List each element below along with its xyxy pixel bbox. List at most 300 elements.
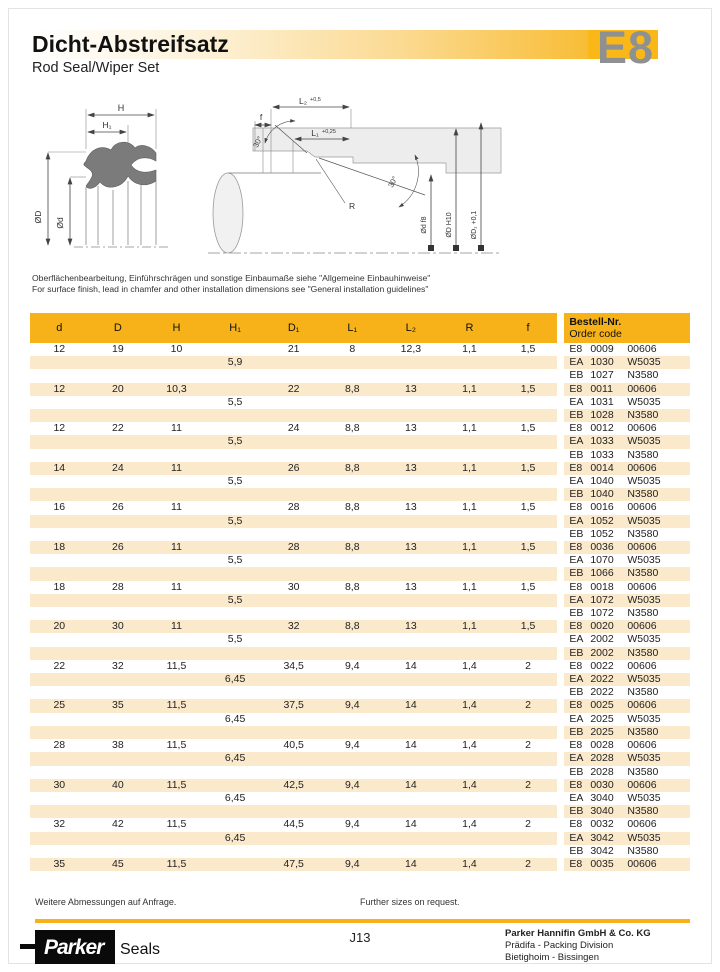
dim-cell — [440, 449, 499, 462]
order-code-cell — [564, 607, 690, 620]
dim-cell — [147, 792, 206, 805]
dim-cell: 8,8 — [344, 501, 360, 514]
dim-cell — [499, 752, 558, 765]
table-row — [30, 581, 690, 594]
dim-cell: 40 — [89, 779, 148, 792]
order-code-cell — [564, 832, 690, 845]
order-code-part: 1072 — [590, 593, 614, 606]
order-code-part: 1030 — [590, 356, 614, 369]
dim-cell — [323, 673, 382, 686]
dim-cell — [440, 369, 499, 382]
dim-cell — [30, 713, 89, 726]
dim-cell — [147, 805, 206, 818]
dim-cell: 6,45 — [206, 832, 265, 845]
company-division: Prädifa - Packing Division — [505, 940, 614, 951]
dim-cell — [440, 752, 499, 765]
column-gap — [557, 383, 564, 396]
dim-cell — [264, 805, 323, 818]
table-row — [30, 607, 690, 620]
dim-cell — [264, 554, 323, 567]
dim-cell: 9,4 — [344, 659, 360, 672]
order-code-part: E8 — [569, 541, 583, 554]
dim-cell — [30, 726, 89, 739]
dim-cell: 38 — [112, 739, 124, 752]
dim-cell — [440, 515, 499, 528]
dim-cell — [89, 713, 148, 726]
order-code-cell — [564, 541, 690, 554]
dim-cell — [264, 528, 323, 541]
dim-cell — [382, 832, 441, 845]
dim-cell: 18 — [53, 580, 66, 593]
dim-cell: 1,1 — [462, 422, 477, 435]
dim-cell: 42,5 — [264, 779, 323, 792]
table-row — [30, 660, 690, 673]
dim-cell: 1,5 — [520, 343, 536, 355]
dim-cell — [89, 449, 148, 462]
dim-cell: 9,4 — [323, 779, 382, 792]
dim-cell: 13 — [382, 383, 441, 396]
dim-cell: 28 — [287, 501, 300, 514]
order-code-part: EB — [569, 686, 584, 699]
order-code-part: 1033 — [590, 435, 614, 448]
dim-cell — [382, 435, 441, 448]
dim-cell — [30, 832, 89, 845]
order-code-part: 1040 — [590, 488, 614, 501]
order-code-cell — [564, 766, 690, 779]
dim-cell — [499, 435, 558, 448]
dim-cell — [206, 726, 265, 739]
column-gap — [557, 792, 564, 805]
order-code-part: W5035 — [627, 435, 661, 448]
dim-cell — [30, 567, 89, 580]
dim-cell — [206, 845, 265, 858]
order-code-part: EA — [569, 791, 584, 804]
dim-cell — [382, 409, 441, 422]
dim-cell: 10 — [170, 343, 183, 355]
footer-gold-rule — [35, 919, 690, 923]
dim-cell — [499, 686, 558, 699]
dim-cell — [30, 475, 89, 488]
dim-cell — [382, 726, 441, 739]
order-code-cell — [564, 409, 690, 422]
dim-cell — [30, 488, 89, 501]
table-header-row — [30, 313, 690, 343]
column-gap — [557, 673, 564, 686]
order-code-part: W5035 — [627, 673, 661, 686]
column-gap — [557, 567, 564, 580]
order-code-part: E8 — [569, 739, 583, 752]
dim-cell: 21 — [287, 343, 300, 355]
order-code-part: W5035 — [627, 475, 661, 488]
order-code-part: EB — [569, 725, 584, 738]
dim-cell — [382, 567, 441, 580]
column-gap — [557, 832, 564, 845]
column-gap — [557, 541, 564, 554]
dim-cell — [323, 554, 382, 567]
order-code-part: E8 — [569, 818, 583, 831]
table-row — [30, 435, 690, 448]
dim-cell — [440, 607, 499, 620]
order-code-part: E8 — [569, 620, 583, 633]
dim-cell — [440, 805, 499, 818]
order-code-part: EB — [569, 646, 584, 659]
dim-label-f: f — [259, 112, 263, 122]
table-row — [30, 409, 690, 422]
dim-cell: 13 — [405, 580, 417, 593]
dim-cell: 11,5 — [166, 659, 187, 672]
order-code-part: 1031 — [590, 395, 614, 408]
dim-cell: 47,5 — [264, 858, 323, 871]
order-code-cell — [564, 752, 690, 765]
dim-cell — [30, 766, 89, 779]
col-header-order — [564, 313, 690, 343]
dim-cell — [382, 515, 441, 528]
dim-cell — [499, 554, 558, 567]
dim-cell — [440, 356, 499, 369]
dim-cell: 1,4 — [440, 699, 499, 712]
dim-cell — [206, 528, 265, 541]
dim-cell: 1,4 — [462, 739, 477, 752]
dim-cell — [89, 435, 148, 448]
dim-cell — [264, 356, 323, 369]
dim-cell: 11 — [147, 541, 206, 554]
order-code-part: E8 — [569, 857, 583, 870]
order-code-part: 00606 — [627, 659, 657, 672]
dim-tol-L2: +0,5 — [310, 97, 321, 103]
order-code-part: 1070 — [590, 554, 614, 567]
order-code-part: 00606 — [627, 382, 657, 395]
dim-cell: 1,5 — [499, 462, 558, 475]
order-code-cell — [564, 660, 690, 673]
dim-cell — [440, 475, 499, 488]
dim-cell: 14 — [382, 858, 441, 871]
dim-cell — [206, 462, 265, 475]
radius-label: R — [349, 201, 356, 211]
dim-cell — [382, 449, 441, 462]
dim-cell — [264, 792, 323, 805]
dim-cell: 22 — [53, 659, 66, 672]
dim-cell: 6,45 — [224, 791, 246, 804]
column-gap — [557, 462, 564, 475]
dim-cell — [89, 567, 148, 580]
dim-cell — [147, 567, 206, 580]
dim-cell — [264, 607, 323, 620]
dim-cell — [382, 792, 441, 805]
dim-cell: 11,5 — [147, 858, 206, 871]
column-gap — [557, 475, 564, 488]
dim-cell: 10,3 — [147, 383, 206, 396]
dim-cell — [147, 554, 206, 567]
dim-cell: 30 — [89, 620, 148, 633]
column-gap — [557, 858, 564, 871]
dim-cell — [323, 369, 382, 382]
order-code-part: N3580 — [627, 765, 659, 778]
order-code-part: 3042 — [590, 831, 614, 844]
dim-cell: 11,5 — [147, 699, 206, 712]
dim-cell — [206, 343, 265, 356]
dim-cell — [323, 726, 382, 739]
dim-cell: 34,5 — [283, 659, 304, 672]
dim-cell — [89, 726, 148, 739]
dim-cell — [147, 449, 206, 462]
order-code-part: E8 — [569, 659, 583, 672]
order-code-cell — [564, 713, 690, 726]
seal-profile-shape — [84, 142, 156, 188]
dim-cell — [30, 435, 89, 448]
page-title: Dicht-Abstreifsatz — [32, 31, 229, 57]
column-gap — [557, 313, 564, 343]
dim-cell: 30 — [30, 779, 89, 792]
dim-cell: 1,1 — [440, 620, 499, 633]
dim-cell: 14 — [382, 699, 441, 712]
table-row — [30, 779, 690, 792]
dim-cell — [30, 686, 89, 699]
order-code-cell — [564, 818, 690, 831]
dim-cell: 12 — [53, 343, 66, 355]
dim-cell — [206, 409, 265, 422]
dim-cell — [499, 805, 558, 818]
order-code-part: 3042 — [590, 844, 614, 857]
dim-cell: 26 — [112, 501, 124, 514]
order-code-part: 00606 — [627, 461, 657, 474]
dim-cell: 12 — [53, 422, 66, 435]
order-header-en: Order code — [569, 328, 622, 340]
dim-cell: 16 — [53, 501, 66, 514]
dim-cell — [264, 845, 323, 858]
dim-cell: 9,4 — [323, 858, 382, 871]
installation-diagram — [203, 95, 503, 270]
dim-cell — [499, 515, 558, 528]
dim-cell — [323, 713, 382, 726]
order-code-cell — [564, 515, 690, 528]
dim-cell — [89, 647, 148, 660]
dim-label-rod-dia: Ød f8 — [421, 216, 428, 234]
dim-cell — [30, 607, 89, 620]
dim-cell — [323, 686, 382, 699]
order-code-cell — [564, 594, 690, 607]
column-gap — [557, 805, 564, 818]
order-code-cell — [564, 343, 690, 356]
dim-cell: 24 — [287, 422, 300, 435]
order-code-part: N3580 — [627, 369, 659, 382]
order-code-part: EA — [569, 593, 584, 606]
dim-cell — [206, 739, 265, 752]
dim-cell — [499, 647, 558, 660]
dim-cell — [89, 409, 148, 422]
order-code-part: 1033 — [590, 448, 614, 461]
order-code-part: EA — [569, 356, 584, 369]
dim-cell — [206, 818, 265, 831]
dim-cell — [89, 356, 148, 369]
order-code-part: EA — [569, 514, 584, 527]
table-row — [30, 726, 690, 739]
table-row — [30, 832, 690, 845]
dim-cell: 14 — [405, 659, 417, 672]
dim-cell — [382, 766, 441, 779]
dim-cell: 20 — [30, 620, 89, 633]
dim-cell: 35 — [89, 699, 148, 712]
dim-cell: 32 — [53, 818, 66, 831]
column-gap — [557, 779, 564, 792]
dim-cell: 18 — [30, 541, 89, 554]
dim-cell: 8,8 — [344, 422, 360, 435]
column-gap — [557, 818, 564, 831]
table-row — [30, 515, 690, 528]
dim-cell — [382, 607, 441, 620]
order-code-part: 1028 — [590, 409, 614, 422]
dim-cell: 13 — [382, 541, 441, 554]
dim-cell — [30, 805, 89, 818]
order-code-cell — [564, 554, 690, 567]
dim-cell — [499, 528, 558, 541]
table-row — [30, 343, 690, 356]
order-code-cell — [564, 396, 690, 409]
order-code-part: 0009 — [590, 343, 614, 355]
order-code-cell — [564, 620, 690, 633]
dim-cell: 8,8 — [323, 620, 382, 633]
dim-cell — [206, 858, 265, 871]
dim-cell — [89, 845, 148, 858]
dim-cell — [499, 607, 558, 620]
dim-cell: 11 — [171, 501, 182, 514]
dim-cell — [264, 686, 323, 699]
dim-cell — [440, 766, 499, 779]
dim-cell: 14 — [382, 779, 441, 792]
dim-cell — [147, 647, 206, 660]
dim-cell — [147, 475, 206, 488]
parker-logo-division: Seals — [120, 941, 161, 958]
order-code-part: EA — [569, 554, 584, 567]
dim-cell: 11,5 — [147, 779, 206, 792]
order-code-part: N3580 — [627, 844, 659, 857]
dim-cell — [323, 356, 382, 369]
page-number: J13 — [349, 930, 371, 945]
section-code: E8 — [597, 22, 655, 73]
order-code-part: N3580 — [627, 646, 659, 659]
order-code-part: EB — [569, 488, 584, 501]
dim-cell — [323, 766, 382, 779]
dim-cell: 5,5 — [227, 395, 243, 408]
col-header-H1: H₁ — [206, 313, 265, 343]
dim-cell: 11,5 — [166, 739, 187, 752]
order-code-part: 2022 — [590, 686, 614, 699]
table-row — [30, 673, 690, 686]
dim-cell — [147, 845, 206, 858]
dim-cell: 11 — [171, 422, 182, 435]
column-gap — [557, 528, 564, 541]
dim-cell — [264, 475, 323, 488]
dim-cell — [264, 647, 323, 660]
order-code-cell — [564, 581, 690, 594]
order-code-part: N3580 — [627, 567, 659, 580]
dim-cell — [440, 845, 499, 858]
dim-cell — [30, 396, 89, 409]
dim-cell — [323, 567, 382, 580]
dim-cell — [264, 488, 323, 501]
order-code-part: 2002 — [590, 646, 614, 659]
dim-cell: 1,1 — [462, 501, 477, 514]
dim-cell: 13 — [382, 462, 441, 475]
dim-cell: 22 — [264, 383, 323, 396]
order-code-part: E8 — [569, 382, 583, 395]
dim-cell — [323, 792, 382, 805]
dim-cell: 32 — [112, 659, 124, 672]
dim-cell — [147, 515, 206, 528]
col-header-D1: D₁ — [264, 313, 323, 343]
col-header-R: R — [440, 313, 499, 343]
order-code-part: EB — [569, 527, 584, 540]
order-code-part: EA — [569, 435, 584, 448]
dim-cell — [30, 515, 89, 528]
order-code-part: E8 — [569, 343, 583, 355]
dim-label-Od: Ød — [55, 217, 65, 229]
dim-cell — [30, 528, 89, 541]
column-gap — [557, 607, 564, 620]
order-code-part: 2002 — [590, 633, 614, 646]
dim-cell — [264, 369, 323, 382]
dim-cell — [30, 752, 89, 765]
dim-cell — [206, 620, 265, 633]
order-code-part: EA — [569, 831, 584, 844]
dim-cell — [499, 356, 558, 369]
dim-cell — [264, 713, 323, 726]
dim-cell — [440, 409, 499, 422]
dim-cell: 1,1 — [440, 462, 499, 475]
table-row — [30, 647, 690, 660]
dim-cell — [323, 409, 382, 422]
order-code-part: W5035 — [627, 356, 661, 369]
dim-cell: 12,3 — [400, 343, 422, 355]
dim-cell — [147, 832, 206, 845]
dim-cell — [89, 673, 148, 686]
column-gap — [557, 435, 564, 448]
order-code-part: 00606 — [627, 343, 657, 355]
dim-cell — [382, 673, 441, 686]
seal-cross-section-diagram — [28, 95, 183, 267]
dim-cell: 5,5 — [227, 554, 243, 567]
order-code-part: E8 — [569, 580, 583, 593]
column-gap — [557, 369, 564, 382]
dim-cell — [89, 554, 148, 567]
order-code-part: 2025 — [590, 725, 614, 738]
table-row — [30, 858, 690, 871]
dim-cell: 1,5 — [520, 580, 536, 593]
dim-cell — [499, 396, 558, 409]
dim-cell: 6,45 — [206, 752, 265, 765]
order-code-part: W5035 — [627, 712, 661, 725]
column-gap — [557, 488, 564, 501]
dim-label-H1: H₁ — [102, 120, 112, 130]
dim-cell — [264, 594, 323, 607]
order-code-part: 1052 — [590, 514, 614, 527]
order-code-cell — [564, 686, 690, 699]
order-code-part: N3580 — [627, 686, 659, 699]
dim-cell — [89, 766, 148, 779]
dim-cell: 35 — [30, 858, 89, 871]
order-code-part: W5035 — [627, 752, 661, 765]
dim-cell — [382, 647, 441, 660]
dim-cell — [147, 409, 206, 422]
dim-cell — [499, 488, 558, 501]
dim-cell: 1,4 — [462, 659, 477, 672]
dim-cell — [323, 594, 382, 607]
dim-cell — [323, 396, 382, 409]
column-gap — [557, 739, 564, 752]
order-code-cell — [564, 739, 690, 752]
dim-cell: 12 — [30, 383, 89, 396]
order-code-part: 0011 — [590, 382, 613, 395]
dim-cell — [206, 607, 265, 620]
